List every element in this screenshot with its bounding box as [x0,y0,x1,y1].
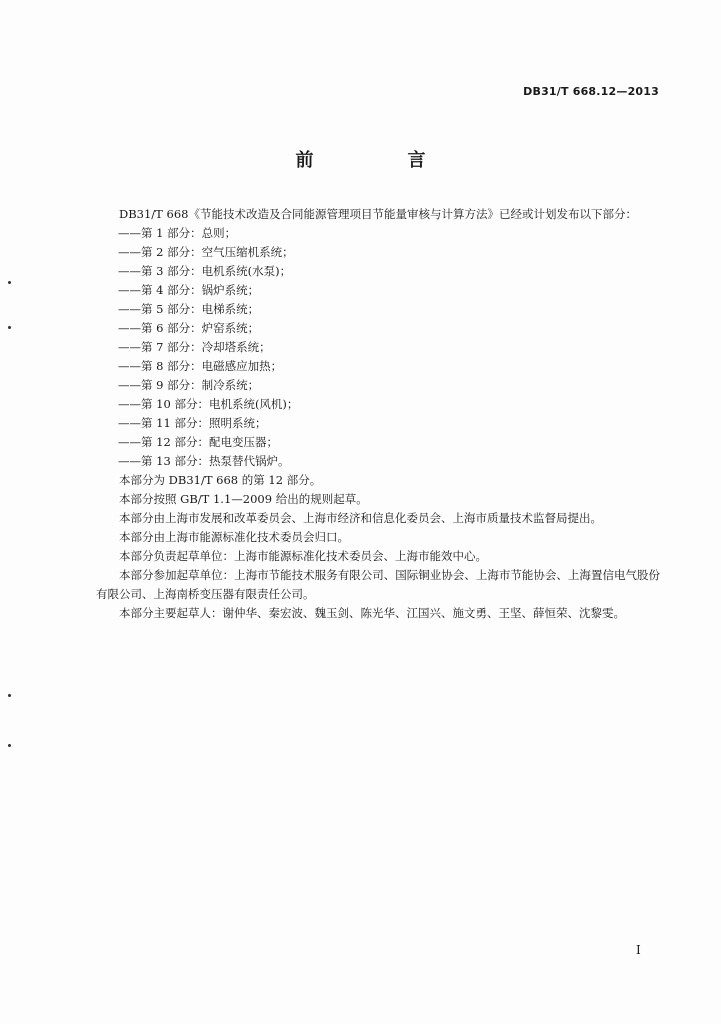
standard-number: DB31/T 668.12—2013 [523,85,659,98]
list-item: ——第 9 部分：制冷系统； [118,378,260,392]
scan-mark [8,744,11,747]
scan-mark [8,281,11,284]
statement-participating-drafters: 本部分参加起草单位：上海市节能技术服务有限公司、国际铜业协会、上海市节能协会、上海置信电气股份有限公司、上海南桥变压器有限责任公司。 [96,568,660,601]
list-item: ——第 11 部分：照明系统； [118,416,267,430]
page-number: I [636,943,641,957]
list-item: ——第 12 部分：配电变压器； [118,435,278,449]
page-title: 前 言 [295,150,464,171]
statement-drafting-rules: 本部分按照 GB/T 1.1—2009 给出的规则起草。 [119,492,368,506]
list-item: ——第 4 部分：锅炉系统； [118,283,260,297]
list-item: ——第 7 部分：冷却塔系统； [118,340,271,354]
statement-proposed-by: 本部分由上海市发展和改革委员会、上海市经济和信息化委员会、上海市质量技术监督局提出。 [119,511,602,525]
statement-centralized-by: 本部分由上海市能源标准化技术委员会归口。 [119,530,349,544]
intro-paragraph: DB31/T 668《节能技术改造及合同能源管理项目节能量审核与计算方法》已经或计划发布以下部分： [119,207,637,221]
list-item: ——第 1 部分：总则； [118,226,237,240]
scan-mark [8,694,11,697]
list-item: ——第 5 部分：电梯系统； [118,302,260,316]
statement-responsible-drafter: 本部分负责起草单位：上海市能源标准化技术委员会、上海市能效中心。 [119,549,487,563]
list-item: ——第 6 部分：炉窑系统； [118,321,260,335]
list-item: ——第 13 部分：热泵替代锅炉。 [118,454,290,468]
scan-mark [8,326,11,329]
foreword-body [96,205,660,623]
statement-part-number: 本部分为 DB31/T 668 的第 12 部分。 [119,473,322,487]
list-item: ——第 2 部分：空气压缩机系统； [118,245,294,259]
list-item: ——第 3 部分：电机系统(水泵)； [118,264,292,278]
parts-list [96,224,660,471]
list-item: ——第 8 部分：电磁感应加热； [118,359,283,373]
statement-main-drafters: 本部分主要起草人：谢仲华、秦宏波、魏玉剑、陈光华、江国兴、施文勇、王坚、薛恒荣、沈黎雯。 [119,606,625,620]
list-item: ——第 10 部分：电机系统(风机)； [118,397,299,411]
